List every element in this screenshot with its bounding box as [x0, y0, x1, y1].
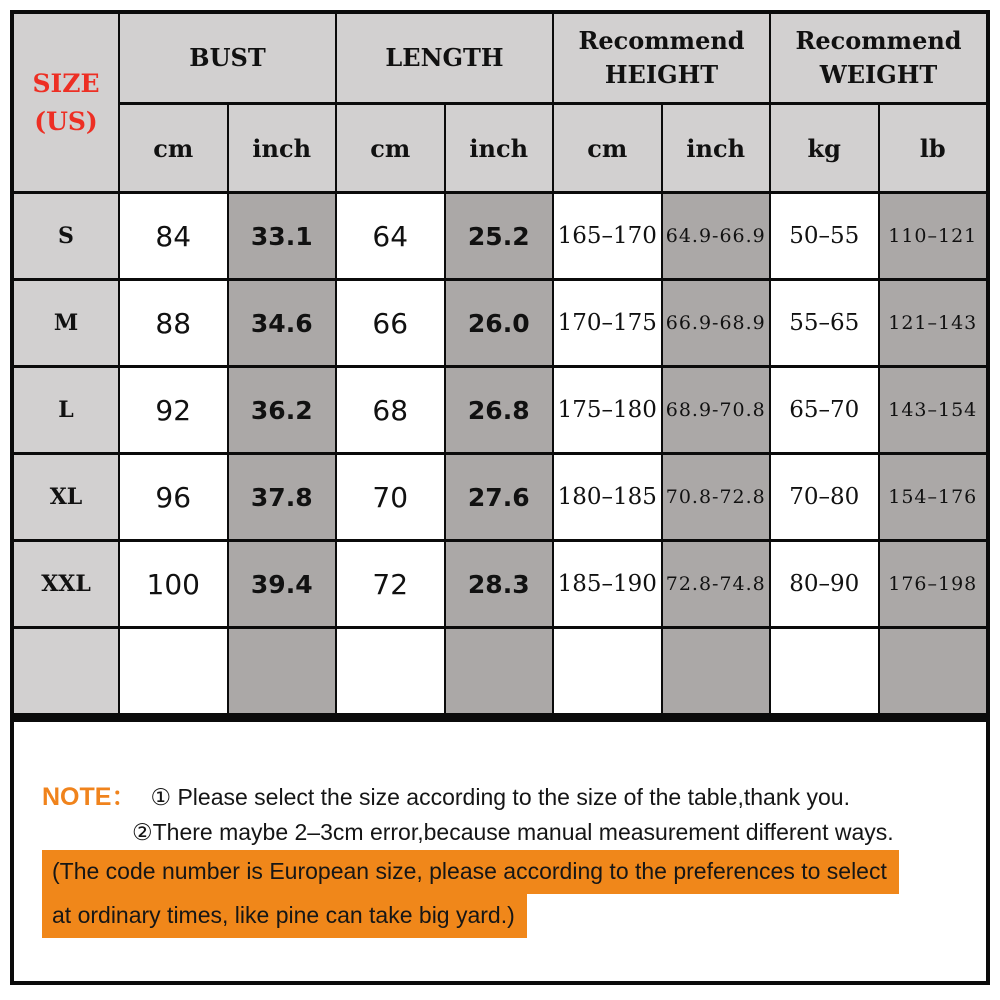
table-cell: 26.8	[446, 368, 553, 452]
table-cell: 143–154	[880, 368, 987, 452]
table-cell: 88	[120, 281, 227, 365]
table-cell	[120, 629, 227, 713]
table-cell: 180–185	[554, 455, 661, 539]
table-cell	[229, 629, 336, 713]
group-label-line2: WEIGHT	[819, 60, 938, 89]
table-cell: 70.8-72.8	[663, 455, 770, 539]
table-cell: 175–180	[554, 368, 661, 452]
size-row-label: XL	[14, 455, 118, 539]
table-cell: 96	[120, 455, 227, 539]
size-row-label: L	[14, 368, 118, 452]
table-cell: 176–198	[880, 542, 987, 626]
table-cell: 154–176	[880, 455, 987, 539]
subheader-bust-inch: inch	[229, 105, 336, 191]
group-label: BUST	[189, 43, 266, 73]
table-cell: 68	[337, 368, 444, 452]
table-cell: 27.6	[446, 455, 553, 539]
size-row-label: S	[14, 194, 118, 278]
table-cell: 165–170	[554, 194, 661, 278]
highlighted-note-line-2: at ordinary times, like pine can take big yard.)	[42, 894, 527, 938]
empty-row-label	[14, 629, 118, 713]
table-cell: 64.9-66.9	[663, 194, 770, 278]
table-cell: 50–55	[771, 194, 878, 278]
group-label: Recommend	[578, 26, 745, 56]
column-group-length	[337, 14, 552, 102]
group-label: Recommend	[795, 26, 962, 56]
table-cell: 121–143	[880, 281, 987, 365]
corner-line1: SIZE	[32, 69, 100, 98]
note-box	[10, 718, 990, 985]
table-cell: 66	[337, 281, 444, 365]
column-group-recommend-height	[554, 14, 769, 102]
table-cell: 66.9-68.9	[663, 281, 770, 365]
table-cell: 110–121	[880, 194, 987, 278]
table-cell: 70–80	[771, 455, 878, 539]
table-cell: 36.2	[229, 368, 336, 452]
table-cell: 65–70	[771, 368, 878, 452]
subheader-bust-cm: cm	[120, 105, 227, 191]
size-chart-table	[10, 10, 990, 718]
table-cell: 70	[337, 455, 444, 539]
table-cell: 33.1	[229, 194, 336, 278]
group-label: LENGTH	[385, 43, 504, 73]
group-label-line2: HEIGHT	[604, 60, 719, 89]
column-group-bust	[120, 14, 335, 102]
table-cell: 55–65	[771, 281, 878, 365]
table-cell: 25.2	[446, 194, 553, 278]
size-row-label: XXL	[14, 542, 118, 626]
note-row-1	[42, 777, 850, 813]
table-cell: 68.9-70.8	[663, 368, 770, 452]
table-cell: 34.6	[229, 281, 336, 365]
subheader-length-inch: inch	[446, 105, 553, 191]
subheader-weight-lb: lb	[880, 105, 987, 191]
table-cell: 26.0	[446, 281, 553, 365]
note-label: NOTE：	[42, 783, 137, 811]
table-cell: 84	[120, 194, 227, 278]
table-cell: 72	[337, 542, 444, 626]
table-cell: 39.4	[229, 542, 336, 626]
table-cell: 92	[120, 368, 227, 452]
highlighted-note-line-1: (The code number is European size, please according to the preferences to select	[42, 850, 899, 894]
table-cell: 37.8	[229, 455, 336, 539]
note-line-1: ① Please select the size according to the size of the table,thank you.	[150, 784, 850, 810]
note-line-2: ②There maybe 2–3cm error,because manual measurement different ways.	[132, 819, 894, 845]
corner-line2: (US)	[34, 106, 98, 136]
subheader-height-cm: cm	[554, 105, 661, 191]
size-row-label: M	[14, 281, 118, 365]
table-cell	[663, 629, 770, 713]
column-group-recommend-weight	[771, 14, 986, 102]
table-cell: 72.8-74.8	[663, 542, 770, 626]
table-cell: 185–190	[554, 542, 661, 626]
subheader-length-cm: cm	[337, 105, 444, 191]
subheader-height-inch: inch	[663, 105, 770, 191]
corner-header-size-us	[14, 14, 118, 191]
table-cell	[554, 629, 661, 713]
table-cell: 100	[120, 542, 227, 626]
table-cell: 28.3	[446, 542, 553, 626]
table-cell: 64	[337, 194, 444, 278]
table-cell: 170–175	[554, 281, 661, 365]
table-cell	[771, 629, 878, 713]
table-cell	[880, 629, 987, 713]
subheader-weight-kg: kg	[771, 105, 878, 191]
table-cell: 80–90	[771, 542, 878, 626]
table-cell	[446, 629, 553, 713]
table-cell	[337, 629, 444, 713]
